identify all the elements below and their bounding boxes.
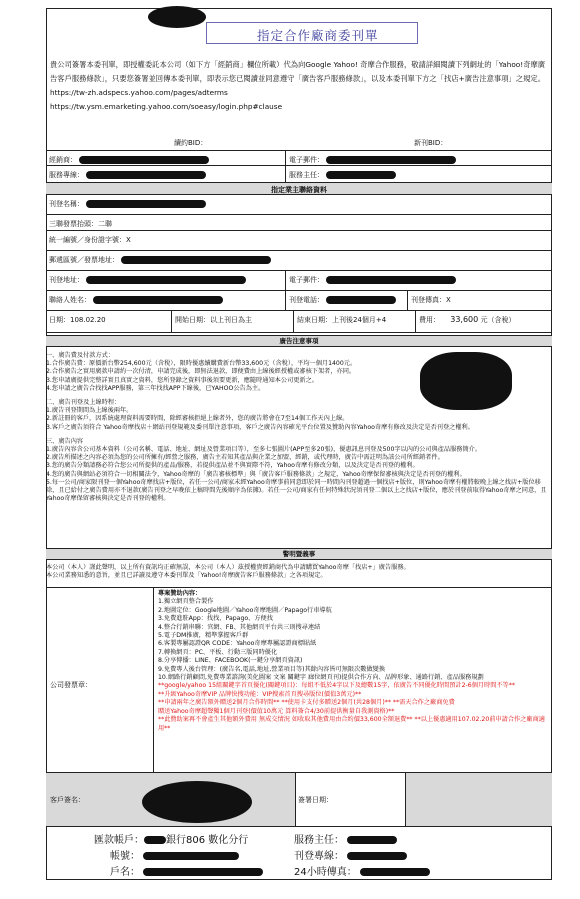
note-item: 2.合作廣告之實用廣款申請約一次付清，申請完成後，即無法退款，即便費由上線後經授權或審核下架者，亦同。 <box>46 368 356 376</box>
note-heading: 二、廣告刊登及上線時程： <box>46 399 121 407</box>
terms-link[interactable]: https://tw-zh.adspecs.yahoo.com/pages/adterms <box>50 88 228 97</box>
note-item: 1.廣告刊登期間為上線後兩年。 <box>46 407 133 415</box>
redaction-mark <box>326 276 456 284</box>
bank-name: 銀行806 數化分行 <box>166 835 249 846</box>
service-owner-label: 服務主任： <box>289 171 324 179</box>
redaction-mark <box>347 852 407 860</box>
redaction-mark <box>360 868 430 876</box>
phone-label: 刊登電話： <box>289 296 324 304</box>
document-title-box <box>206 22 418 44</box>
redaction-mark <box>326 156 456 164</box>
redaction-mark <box>143 852 239 860</box>
note-item: 2.廣告所描述之內容必須為您的公司所擁有/經營之服務，廣告主若知其產品與企業之加盟，經銷，或代理時，廣告中需註明為該公司所經銷者件。 <box>46 454 444 462</box>
promo-line: **升級Yahoo奇摩VIP 品牌快搜功能：VIP搜索首頁搜尋版位(價值3萬元)** <box>158 690 362 698</box>
service-no-label: 服務專線： <box>49 171 84 179</box>
customer-sign-label: 客戶簽名： <box>50 796 85 804</box>
old-bid-label: 續約BID： <box>174 139 208 147</box>
account-no-label: 帳號： <box>110 851 140 862</box>
promo-line: 贈送Yahoo奇摩超聲獨1個月刊登(價值10萬元 算料簽合4/30前提供衡量自我測資格)** <box>158 707 395 715</box>
sponsor-item: 3.免費進駐App：找找、Papago、方便找 <box>158 615 273 623</box>
note-item: 3.您申請廣提供完整詳實且真實之資料，您所登錄之資料事後須要更新，應隨時通知本公司更新之。 <box>46 376 318 384</box>
note-heading: 一、廣告費及付款方式： <box>46 352 115 359</box>
sponsor-item: 10.網路行銷顧問,免費專業諮詢(美化圖案 文案 關鍵字 廊位網頁刊)提供合作方向、品牌形象、通路行銷、產品服務規劃 <box>158 674 484 682</box>
note-item: 2.新註冊的客戶，因系統處理資料需要時間，除經審核拒絕上線者外，您的廣告將會在7至14個工作天內上線。 <box>46 415 349 423</box>
account-name-label: 戶名： <box>110 867 140 878</box>
signature-row <box>46 773 552 826</box>
new-bid-label: 新刊BID： <box>414 139 448 147</box>
note-item: 3.您的廣告分類請務必符合您公司所提供的產品/服務，若提供產品並不與實際不符，Yahoo奇摩有修改分類，以及決定是否刊登的權利。 <box>46 462 419 470</box>
notes-title: 廣告注意事項 <box>279 337 319 345</box>
sponsor-item: 8.分享傳播：LINE、FACEBOOK(一鍵分享網頁資訊) <box>158 657 303 665</box>
clause-link[interactable]: https://tw.ysm.emarketing.yahoo.com/soeasy/login.php#clause <box>50 102 283 111</box>
redaction-mark <box>121 256 271 264</box>
company-stamp-label: 公司發票章： <box>50 681 92 689</box>
redaction-mark <box>148 6 206 28</box>
warning-title: 警明暨義事 <box>282 550 316 558</box>
fee-unit: 元（含稅） <box>480 316 516 324</box>
sign-date-box[interactable] <box>296 773 406 826</box>
promo-line: **google/yahoo 15組關鍵字首頁優化(關鍵項目)：每組不低於4字以下及總數15字，依廣告不同優化時間預計2-6個月時間不等** <box>158 682 516 690</box>
bank-info <box>46 826 552 880</box>
owner-label: 服務主任： <box>294 835 344 846</box>
note-item: 5.每一公司/商家限刊登一個Yahoo奇摩找店+版位，若任一公司/商家未經Yahoo奇摩事前同意即於同一時間內刊登超過一個找店+版位，則Yahoo奇摩有權將較晚上線之找店+版位移除，且已給付之廣告費用亦不退款(廣告刊登之早晚依上稿時間先後順序為依據)。若任一公司/商家有任何特殊狀況須刊登二個以上之找店+版位，應於刊登前取得Yahoo奇摩之同意，且Yahoo奇摩保留審核與決定是否刊登的權利。 <box>46 478 547 503</box>
redaction-mark <box>142 781 252 823</box>
sponsor-heading: 專案贊助內容： <box>158 590 202 597</box>
section-title: 指定業主聯絡資料 <box>271 186 327 194</box>
redaction-mark <box>144 836 166 844</box>
note-item: 3.客戶之廣告須符合 Yahoo奇摩找店＋網站刊登規範及委刊單注意事項，客戶之廣告內容確光平台位置及贊助內容Yahoo奇摩有修改及決定是否刊登之權利。 <box>46 423 474 431</box>
redaction-mark <box>347 836 397 844</box>
contact-label: 聯絡人姓名： <box>49 296 91 304</box>
hotline-label: 刊登專線： <box>294 851 344 862</box>
redaction-mark <box>86 276 246 284</box>
email-label: 電子郵件： <box>289 156 324 164</box>
document-title: 指定合作廠商委刊單 <box>257 28 379 43</box>
sponsor-content <box>158 590 550 733</box>
sponsor-item: 1.獨立網頁整合製作 <box>158 598 214 606</box>
redaction-mark <box>326 171 396 179</box>
form-grid <box>46 150 552 332</box>
promo-line: **此贊助案再不會產生其他額外費用 無成交情況 如收取其他費用由合約價33,600全額退費** **以上優惠適用107.02.20前申請合作之廠商適用** <box>158 716 545 732</box>
sponsor-item: 6.客製專屬認證QR CODE：Yahoo奇摩專屬認證商標貼紙 <box>158 640 317 648</box>
sponsor-item: 7.轉換網頁：PC、平板、行動三版同時優化 <box>158 648 278 656</box>
promo-line: **申請兩年之廣告額外贈送2個月合作時間** **使用卡支付多贈送2個月(共28個月)** **需天合作之廠商免費 <box>158 699 455 707</box>
email2-label: 電子郵件： <box>289 276 324 284</box>
tax-id-label: 統一編號／身份證字號：X <box>49 236 131 244</box>
fax-label: 刊登傳真：X <box>411 296 451 304</box>
warning-body <box>46 564 552 580</box>
warning-line: 本公司業務知悉的意旨，並且已詳讀及遵守本委刊單及「Yahoo!奇摩廣告客戶服務條款」之各項規定。 <box>46 572 327 580</box>
warning-header <box>46 548 552 560</box>
address-label: 刊登地址： <box>49 276 84 284</box>
redaction-mark <box>86 171 206 179</box>
note-item: 4.您的廣告與網站必須符合一切相關法令，Yahoo奇摩的「廣告審核標準」與「廣告客戶服務條款」之規定，Yahoo奇摩保留審核與決定是否刊登的權利。 <box>46 470 466 478</box>
fee-label: 費用： <box>419 316 440 324</box>
intro-text <box>50 58 548 114</box>
sponsor-item: 9.免費專人後台管理：(廣告名,電話,地址,營業項目等)其餘內容皆可無限次數做變換 <box>158 665 386 673</box>
postal-label: 郵遞區號／發票地址： <box>49 256 119 264</box>
dealer-label: 經銷商： <box>49 156 77 164</box>
note-heading: 三、廣告內容 <box>46 437 84 445</box>
date-label: 日期：108.02.20 <box>49 316 106 324</box>
sponsor-item: 2.地圖定位：Google地圖／Yahoo奇摩地圖／Papago行車導航 <box>158 606 332 614</box>
start-date-label: 開始日期：以上刊日為主 <box>175 316 252 324</box>
fax24-label: 24小時傳真： <box>294 867 357 878</box>
intro-paragraph: 貴公司簽署本委刊單，即授權委託本公司（如下方「經銷商」欄位所載）代為向Google Yahoo! 奇摩合作服務，敬請詳細閱讀下列網址的「Yahoo!奇摩廣告客戶服務條款」，只要您簽署並回傳本委刊單，即表示您已閱讀並同意遵守「廣告客戶服務條款」，以及本委刊單下方之「找店+廣告注意事項」之規定。 <box>50 60 546 83</box>
note-item: 4.您申請之廣告合找找APP服務，第三年找找APP下線後，已YAHOO公告為主。 <box>46 384 265 392</box>
note-item: 1.合作廣告費：原價新台幣254,600元（含稅），限時優惠續購費新台幣33,600元（含稅），平均一個月1400元。 <box>46 360 357 368</box>
sponsor-item: 5.電子DM推廣，精準掌握客戶群 <box>158 632 249 640</box>
note-item: 1.廣告內容含公司基本資料（公司名稱、電話、地址、網址及營業項目等），至多七張圖片(APP至多20張)，優惠訊息刊登及500字以內的公司與產品服務簡介。 <box>46 446 482 454</box>
end-date-label: 結束日期：上刊後24個月+4 <box>297 316 387 324</box>
sign-date-label: 簽署日期： <box>298 796 333 804</box>
redaction-mark <box>79 156 209 164</box>
redaction-mark <box>93 296 223 304</box>
sponsor-item: 4.整合行銷串聯：官網、FB、其他網頁平台共三則搜尋連結 <box>158 623 321 631</box>
sponsor-block <box>46 587 552 773</box>
invoice-type-label: 三聯發票抬頭：二聯 <box>49 220 112 228</box>
notes-body <box>46 352 552 503</box>
redaction-mark <box>143 868 263 876</box>
sign-date-field[interactable] <box>406 773 552 826</box>
redaction-mark <box>326 296 396 304</box>
account-label: 匯款帳戶： <box>94 835 144 846</box>
notes-header <box>46 335 552 347</box>
fee-value: 33,600 <box>450 315 479 324</box>
redaction-mark <box>86 200 206 208</box>
warning-line: 本公司（本人）謹此聲明，以上所有資訊均正確無誤，本公司（本人）茲授權貴經銷商代為申請購買Yahoo奇摩「找店+」廣告服務。 <box>46 564 410 571</box>
store-name-label: 刊登名稱： <box>49 200 84 208</box>
